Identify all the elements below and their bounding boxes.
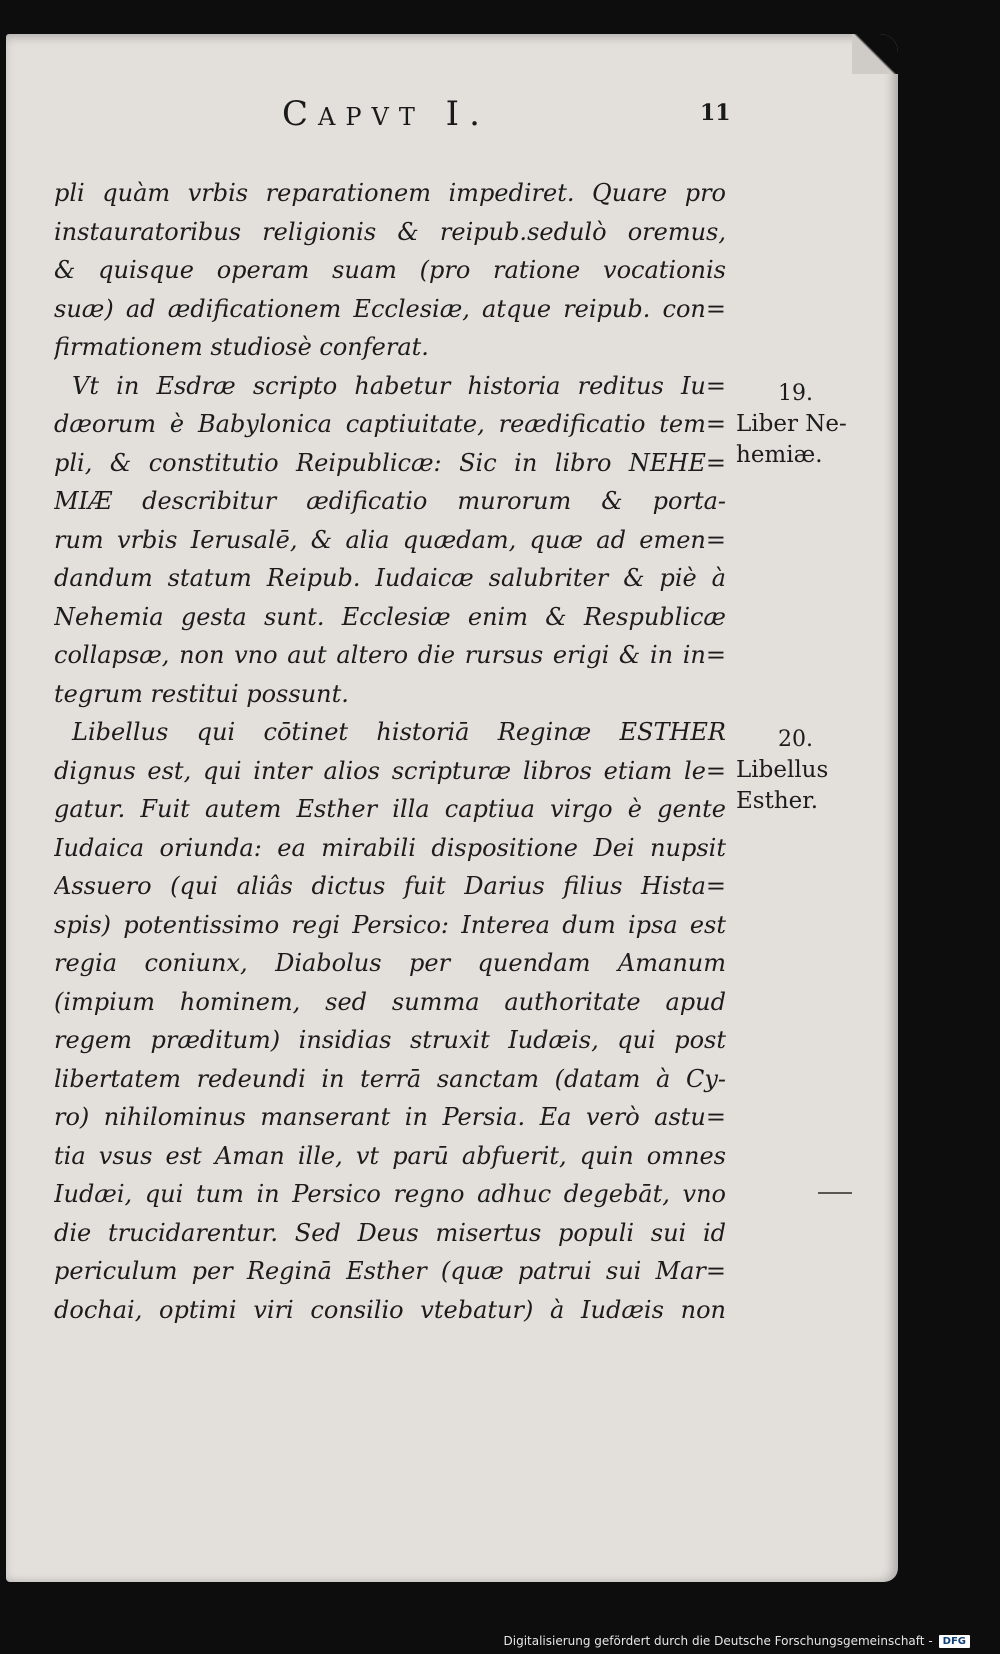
text-line: tia vsus est Aman ille, vt parū abfuerit, quin omnes <box>54 1141 726 1170</box>
text-line: Vt in Esdræ scripto habetur historia reditus Iu= <box>72 371 726 400</box>
text-line: & quisque operam suam (pro ratione vocationis <box>54 256 726 284</box>
margin-note-number: 20. <box>778 727 813 752</box>
text-line: regem præditum) insidias struxit Iudæis, qui post <box>54 1026 726 1054</box>
margin-note-label: Esther. <box>736 788 819 814</box>
text-line: collapsæ, non vno aut altero die rursus erigi & in in= <box>54 641 726 669</box>
margin-note-label: Libellus <box>736 757 829 783</box>
text-line: rum vrbis Ierusalē, & alia quædam, quæ ad emen= <box>54 525 726 554</box>
book-page-scan <box>6 34 898 1582</box>
text-line: MIÆ describitur ædificatio murorum & porta- <box>54 487 726 515</box>
text-line: gatur. Fuit autem Esther illa captiua virgo è gente <box>54 795 726 823</box>
text-line: (impium hominem, sed summa authoritate apud <box>54 987 726 1016</box>
folio-number: 11 <box>700 100 731 126</box>
text-line: periculum per Reginā Esther (quæ patrui sui Mar= <box>54 1257 726 1285</box>
text-line: dochai, optimi viri consilio vtebatur) à Iudæis non <box>54 1295 726 1324</box>
page-corner-fold <box>852 34 898 74</box>
text-line: libertatem redeundi in terrā sanctam (datam à Cy- <box>54 1064 726 1093</box>
dfg-logo: DFG <box>939 1635 970 1648</box>
text-line: Iudæi, qui tum in Persico regno adhuc degebāt, vno <box>54 1180 726 1208</box>
margin-note-19 <box>736 378 847 471</box>
credit-text: Digitalisierung gefördert durch die Deutsche Forschungsgemeinschaft - <box>503 1634 933 1648</box>
running-head: Capvt I. <box>282 94 490 134</box>
text-line: dandum statum Reipub. Iudaicæ salubriter & piè à <box>54 564 726 592</box>
body-text <box>54 174 726 1329</box>
text-line: firmationem studiosè conferat. <box>54 333 429 361</box>
text-line: Iudaica oriunda: ea mirabili dispositione Dei nupsit <box>54 833 726 862</box>
margin-note-label: Liber Ne- <box>736 411 847 437</box>
margin-note-label: hemiæ. <box>736 442 823 468</box>
text-line: Assuero (qui aliâs dictus fuit Darius filius Hista= <box>54 872 726 900</box>
text-line: Nehemia gesta sunt. Ecclesiæ enim & Respublicæ <box>54 602 726 631</box>
margin-mark <box>818 1192 852 1194</box>
digitization-credit <box>504 1634 971 1648</box>
text-line: regia coniunx, Diabolus per quendam Amanum <box>54 949 726 977</box>
text-line: dignus est, qui inter alios scripturæ libros etiam le= <box>54 756 726 785</box>
text-line: Libellus qui cōtinet historiā Reginæ ESTHER <box>72 718 726 746</box>
text-line: die trucidarentur. Sed Deus misertus populi sui id <box>54 1218 726 1247</box>
text-line: suæ) ad ædificationem Ecclesiæ, atque reipub. con= <box>54 294 726 323</box>
text-line: dæorum è Babylonica captiuitate, reædificatio tem= <box>54 410 726 438</box>
text-line: ro) nihilominus manserant in Persia. Ea verò astu= <box>54 1103 726 1131</box>
text-line: tegrum restitui possunt. <box>54 679 349 708</box>
text-line: spis) potentissimo regi Persico: Interea dum ipsa est <box>54 910 726 939</box>
text-line: pli, & constitutio Reipublicæ: Sic in libro NEHE= <box>54 448 726 477</box>
margin-note-20 <box>736 724 828 817</box>
text-line: pli quàm vrbis reparationem impediret. Quare pro <box>54 179 726 207</box>
margin-note-number: 19. <box>778 381 813 406</box>
text-line: instauratoribus religionis & reipub.sedulò oremus, <box>54 217 726 246</box>
